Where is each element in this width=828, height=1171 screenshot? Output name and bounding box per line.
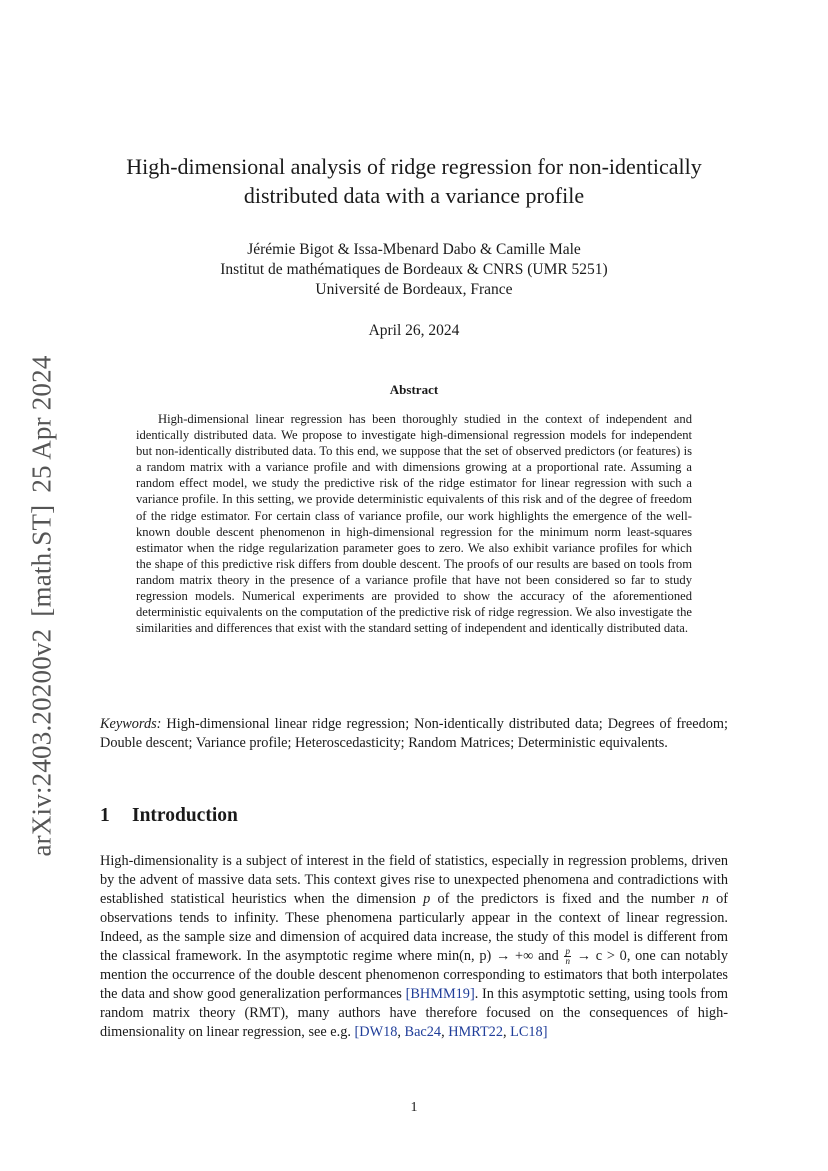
- math-var-p: p: [423, 891, 431, 907]
- keywords-text: High-dimensional linear ridge regression; Non-identically distributed data; Degrees of freedom; Double descent; Variance profile; Heteroscedasticity; Random Matrices; Deterministic equivalents.: [100, 716, 728, 751]
- abstract-heading: Abstract: [389, 382, 439, 397]
- intro-text-5: , one can notably mention the occurrence of the double descent phenomenon corresponding to estimators that both interpolates the data and show good generalization performances: [100, 948, 728, 1003]
- math-min-expression: min(n, p) → +∞: [436, 948, 534, 964]
- keywords-label: Keywords:: [100, 716, 162, 732]
- math-var-n: n: [701, 891, 709, 907]
- paper-title: [100, 152, 728, 210]
- author-names: Jérémie Bigot & Issa-Mbenard Dabo & Camille Male: [247, 241, 581, 258]
- citation-separator: ,: [397, 1024, 405, 1041]
- page-number: 1: [410, 1100, 418, 1115]
- intro-text-4: and: [533, 948, 564, 964]
- arxiv-stamp: [27, 355, 58, 856]
- citation-dw18[interactable]: DW18: [359, 1024, 398, 1041]
- intro-text-1: High-dimensionality is a subject of interest in the field of statistics, especially in regression problems, driven by the advent of massive data sets. This context gives rise to unexpected phenomena and contradictions with established statistical heuristics when the dimension: [100, 853, 728, 907]
- arxiv-category: [math.ST]: [26, 504, 57, 617]
- citation-separator: ,: [441, 1024, 449, 1041]
- arxiv-date: 25 Apr 2024: [26, 355, 57, 493]
- citation-bac24[interactable]: Bac24: [404, 1024, 442, 1041]
- citation-bracket-close: ]: [542, 1024, 548, 1041]
- section-title: Introduction: [132, 805, 238, 826]
- intro-text-2: of the predictors is fixed and the number: [430, 891, 702, 907]
- abstract-text: High-dimensional linear regression has been thoroughly studied in the context of independent and identically distributed data. We propose to investigate high-dimensional regression models for independent but non-identically distributed data. To this end, we suppose that the set of observed predictors (or features) is a random matrix with a variance profile and with dimensions growing at a proportional rate. Assuming a random effect model, we study the predictive risk of the ridge estimator for linear regression with such a variance profile. In this setting, we provide deterministic equivalents of this risk and of the degree of freedom of the ridge estimator. For certain class of variance profile, our work highlights the emergence of the well-known double descent phenomenon in high-dimensional regression for the minimum norm least-squares estimator when the ridge regularization parameter goes to zero. We also exhibit variance profiles for which the shape of this predictive risk differs from double descent. The proofs of our results are based on tools from random matrix theory in the presence of a variance profile that have not been considered so far to study regression models. Numerical experiments are provided to show the accuracy of the aforementioned deterministic equivalents on the computation of the predictive risk of ridge regression. We also investigate the similarities and differences that exist with the standard setting of independent and identically distributed data.: [136, 412, 692, 636]
- fraction-numerator: p: [565, 946, 570, 957]
- fraction-denominator: n: [565, 956, 570, 967]
- arxiv-sidebar: [22, 346, 62, 866]
- title-line-1: High-dimensional analysis of ridge regression for non-identically: [126, 154, 702, 179]
- section-heading: [100, 805, 728, 827]
- title-line-2: distributed data with a variance profile: [243, 183, 585, 208]
- citation-lc18[interactable]: LC18: [510, 1024, 543, 1041]
- affiliation-1: Institut de mathématiques de Bordeaux & CNRS (UMR 5251): [220, 261, 608, 278]
- math-fraction: [564, 947, 571, 966]
- keywords-paragraph: [100, 715, 728, 753]
- intro-paragraph: [100, 852, 728, 1042]
- paper-date: April 26, 2024: [368, 322, 460, 339]
- citation-bracket-open: [: [354, 1024, 360, 1041]
- section-number: 1: [100, 805, 110, 826]
- citation-separator: ,: [502, 1024, 511, 1041]
- citation-bhmm19[interactable]: [BHMM19]: [405, 986, 475, 1003]
- arxiv-id: arXiv:2403.20200v2: [26, 628, 57, 857]
- intro-text-3: of observations tends to infinity. These phenomena particularly appear in the context of linear regression. Indeed, as the sample size and dimension of acquired data increase, the study of this model is different from the classical framework. In the asymptotic regime where: [100, 891, 729, 964]
- affiliation-2: Université de Bordeaux, France: [315, 281, 513, 298]
- math-limit-expression: → c > 0: [576, 948, 627, 964]
- author-block: [100, 240, 728, 300]
- citation-hmrt22[interactable]: HMRT22: [448, 1024, 503, 1041]
- intro-text-6: . In this asymptotic setting, using tools from random matrix theory (RMT), many authors have therefore focused on the consequences of high-dimensionality on linear regression, see e.g.: [100, 986, 728, 1041]
